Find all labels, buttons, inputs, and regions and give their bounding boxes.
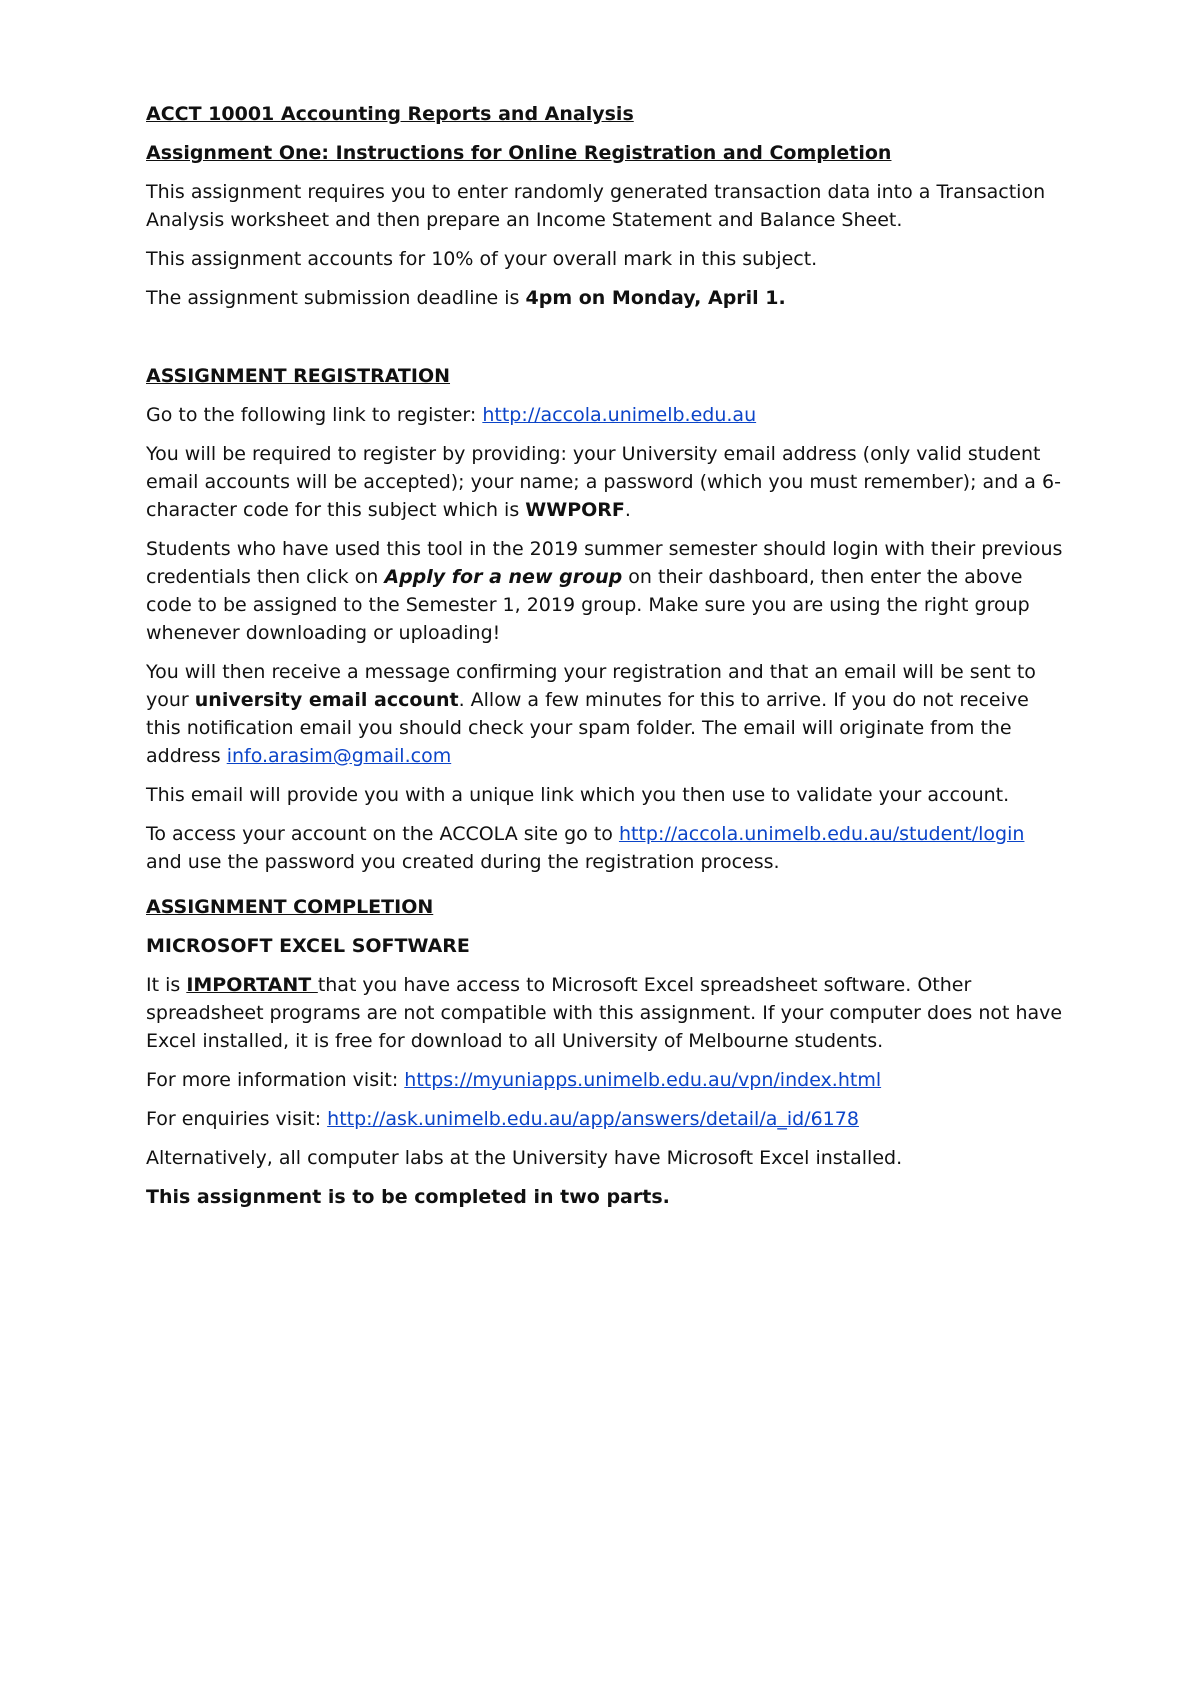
weighting-paragraph: This assignment accounts for 10% of your overall mark in this subject. (146, 248, 818, 270)
requirements-text: You will be required to register by providing: your University email address (only valid student email accounts will be accepted); your name; a password (which you must remember); and a 6-character code for this subject which is (146, 443, 1061, 521)
returning-text-b: on their dashboard, then enter the above code to be assigned to the Semester 1, 2019 group. Make sure you are using the right group whenever downloading or uploading! (146, 566, 1030, 644)
register-link[interactable]: http://accola.unimelb.edu.au (482, 404, 757, 426)
university-email-bold: university email account (194, 689, 459, 711)
origin-email-link[interactable]: info.arasim@gmail.com (226, 745, 452, 767)
more-info-paragraph (146, 1066, 1066, 1094)
excel-subheading: MICROSOFT EXCEL SOFTWARE (146, 935, 470, 957)
subject-code: WWPORF (525, 499, 625, 521)
login-text-b: and use the password you created during the registration process. (146, 851, 780, 873)
student-login-link[interactable]: http://accola.unimelb.edu.au/student/login (618, 823, 1025, 845)
confirmation-text-b: . Allow a few minutes for this to arrive. If you do not receive this notification email you should check your spam folder. The email will originate from the address (146, 689, 1029, 767)
registration-heading: ASSIGNMENT REGISTRATION (146, 365, 451, 387)
enquiries-prefix: For enquiries visit: (146, 1108, 328, 1130)
login-paragraph (146, 820, 1066, 876)
returning-students-paragraph (146, 535, 1066, 647)
more-info-prefix: For more information visit: (146, 1069, 405, 1091)
two-parts-paragraph: This assignment is to be completed in two parts. (146, 1186, 670, 1208)
deadline-prefix: The assignment submission deadline is (146, 287, 526, 309)
register-link-prefix: Go to the following link to register: (146, 404, 483, 426)
enquiries-paragraph (146, 1105, 1066, 1133)
deadline-value: 4pm on Monday, April 1. (525, 287, 786, 309)
requirements-end: . (624, 499, 631, 521)
login-text-a: To access your account on the ACCOLA site go to (146, 823, 619, 845)
section-spacer (146, 323, 1066, 362)
register-link-paragraph (146, 401, 1066, 429)
confirmation-paragraph (146, 658, 1066, 770)
returning-text-a: Students who have used this tool in the 2019 summer semester should login with their previous credentials then click on (146, 538, 1063, 588)
enquiries-link[interactable]: http://ask.unimelb.edu.au/app/answers/detail/a_id/6178 (327, 1108, 859, 1130)
excel-text-a: It is (146, 974, 187, 996)
important-emphasis: IMPORTANT (186, 974, 318, 996)
registration-requirements-paragraph (146, 440, 1066, 524)
deadline-paragraph (146, 284, 1066, 312)
vpn-info-link[interactable]: https://myuniapps.unimelb.edu.au/vpn/index.html (404, 1069, 882, 1091)
confirmation-text-a: You will then receive a message confirming your registration and that an email will be sent to your (146, 661, 1036, 711)
intro-paragraph: This assignment requires you to enter randomly generated transaction data into a Transaction Analysis worksheet and then prepare an Income Statement and Balance Sheet. (146, 181, 1046, 231)
excel-requirement-paragraph (146, 971, 1066, 1055)
computer-labs-paragraph: Alternatively, all computer labs at the University have Microsoft Excel installed. (146, 1147, 903, 1169)
document-page (146, 100, 1066, 1222)
apply-new-group-emphasis: Apply for a new group (384, 566, 623, 588)
validation-paragraph: This email will provide you with a unique link which you then use to validate your account. (146, 784, 1010, 806)
document-subtitle: Assignment One: Instructions for Online Registration and Completion (146, 142, 892, 164)
completion-heading: ASSIGNMENT COMPLETION (146, 896, 434, 918)
document-title: ACCT 10001 Accounting Reports and Analysis (146, 103, 634, 125)
excel-text-b: that you have access to Microsoft Excel spreadsheet software. Other spreadsheet programs are not compatible with this assignment. If your computer does not have Excel installed, it is free for download to all University of Melbourne students. (146, 974, 1063, 1052)
